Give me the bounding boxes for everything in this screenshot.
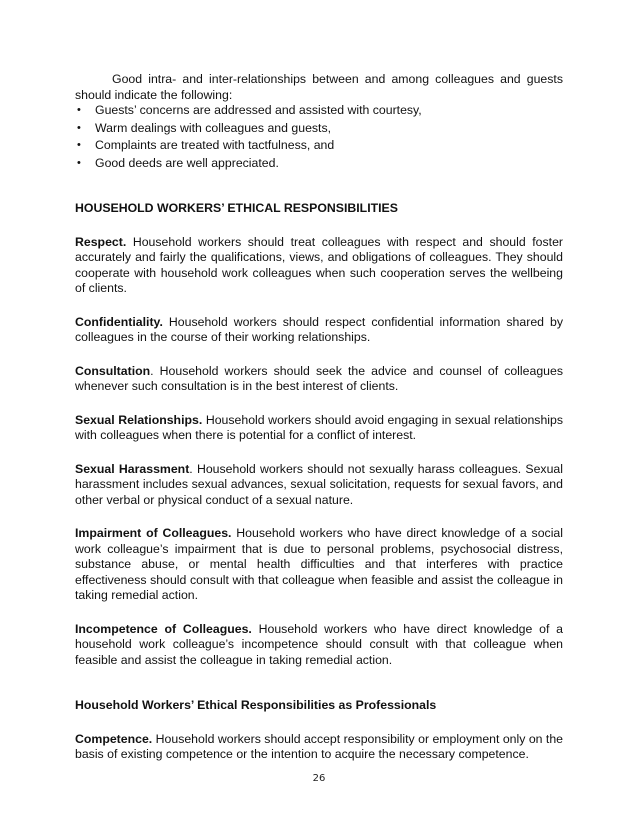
bullet-item xyxy=(75,138,563,154)
term-respect: Respect. xyxy=(75,234,127,249)
paragraph-text: Household workers should avoid engaging in sexual relationships with colleagues when there is potential for a conflict of interest. xyxy=(75,412,563,442)
paragraph-confidentiality xyxy=(75,315,563,346)
bullet-icon: • xyxy=(77,104,81,116)
paragraph-consultation xyxy=(75,364,563,395)
section-heading-professionals: Household Workers’ Ethical Responsibilities as Professionals xyxy=(75,698,437,712)
bullet-text: Guests’ concerns are addressed and assisted with courtesy, xyxy=(95,103,422,117)
paragraph-text: Household workers should respect confidential information shared by colleagues in the course of their working relationships. xyxy=(75,314,563,344)
bullet-item xyxy=(75,156,563,172)
paragraph-impairment-of-colleagues xyxy=(75,526,563,604)
intro-paragraph: Good intra- and inter-relationships between and among colleagues and guests should indicate the following: xyxy=(75,72,563,102)
paragraph-text: Household workers who have direct knowledge of a social work colleague’s impairment that is due to personal problems, psychosocial distress, substance abuse, or mental health difficulties and that interferes with practice effectiveness should consult with that colleague when feasible and assist the colleague in taking remedial action. xyxy=(75,526,563,602)
bullet-icon: • xyxy=(77,121,81,134)
term-sexual-relationships: Sexual Relationships. xyxy=(75,412,203,427)
paragraph-respect xyxy=(75,235,563,297)
paragraph-text: Household workers should accept responsibility or employment only on the basis of existing competence or the intention to acquire the necessary competence. xyxy=(75,731,564,761)
bullet-icon: • xyxy=(77,156,81,169)
paragraph-text: Household workers should treat colleagues with respect and should foster accurately and fairly the qualifications, views, and obligations of colleagues. They should cooperate with household work colleagues when such cooperation serves the wellbeing of clients. xyxy=(75,234,563,295)
bullet-item xyxy=(75,103,563,119)
intro-bullet-list xyxy=(75,103,563,171)
term-impairment-of-colleagues: Impairment of Colleagues. xyxy=(75,526,232,540)
term-sexual-harassment: Sexual Harassment xyxy=(75,461,190,476)
page-content xyxy=(75,72,563,763)
paragraph-competence xyxy=(75,732,563,763)
paragraph-sexual-harassment xyxy=(75,462,563,509)
paragraph-sexual-relationships xyxy=(75,413,563,444)
term-consultation: Consultation xyxy=(75,363,151,378)
paragraph-text: . Household workers should not sexually harass colleagues. Sexual harassment includes sexual advances, sexual solicitation, requests for sexual favors, and other verbal or physical conduct of a sexual nature. xyxy=(75,461,563,507)
term-confidentiality: Confidentiality. xyxy=(75,314,163,329)
page-number: 26 xyxy=(312,773,326,784)
bullet-item xyxy=(75,121,563,137)
bullet-icon: • xyxy=(77,139,81,151)
bullet-text: Good deeds are well appreciated. xyxy=(95,155,279,170)
term-incompetence-of-colleagues: Incompetence of Colleagues. xyxy=(75,621,252,636)
bullet-text: Complaints are treated with tactfulness, and xyxy=(95,138,335,152)
paragraph-text: Household workers who have direct knowledge of a household work colleague’s incompetence should consult with that colleague when feasible and assist the colleague in taking remedial action. xyxy=(75,621,563,667)
section-heading-ethical-responsibilities: HOUSEHOLD WORKERS’ ETHICAL RESPONSIBILITIES xyxy=(75,201,398,215)
term-competence: Competence. xyxy=(75,731,153,746)
paragraph-text: . Household workers should seek the advice and counsel of colleagues whenever such consultation is in the best interest of clients. xyxy=(75,363,563,393)
bullet-text: Warm dealings with colleagues and guests, xyxy=(95,120,332,135)
paragraph-incompetence-of-colleagues xyxy=(75,622,563,669)
